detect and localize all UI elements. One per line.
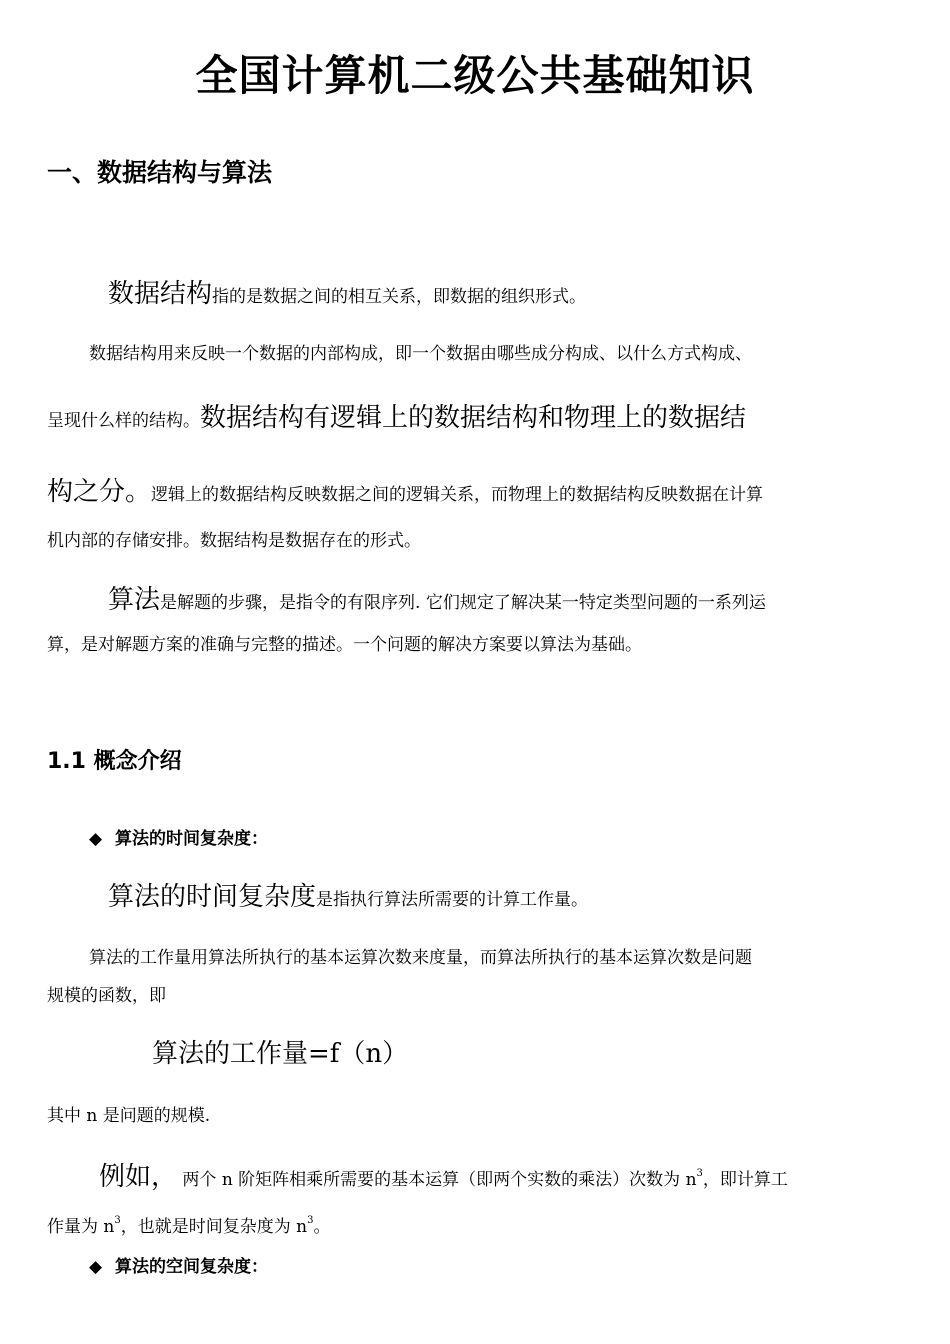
paragraph-text: ，即计算工 bbox=[702, 1170, 788, 1190]
term-data-structure: 数据结构 bbox=[108, 279, 213, 309]
paragraph-line: 机内部的存储安排。数据结构是数据存在的形式。 bbox=[47, 531, 421, 551]
superscript: 3 bbox=[114, 1215, 121, 1226]
paragraph-line: 规模的函数，即 bbox=[47, 986, 166, 1006]
section-heading: 一、数据结构与算法 bbox=[47, 158, 273, 187]
superscript: 3 bbox=[696, 1168, 703, 1179]
term-algorithm: 算法 bbox=[108, 585, 161, 615]
bullet-space-complexity bbox=[89, 1254, 268, 1280]
paragraph-text: 是解题的步骤，是指令的有限序列. 它们规定了解决某一特定类型问题的一系列运 bbox=[160, 593, 766, 613]
bullet-label: 算法的空间复杂度： bbox=[115, 1257, 268, 1277]
subsection-heading: 1.1 概念介绍 bbox=[47, 749, 182, 774]
workload-formula: 算法的工作量=f（n） bbox=[152, 1039, 409, 1069]
example-lead: 例如， bbox=[99, 1162, 178, 1192]
bullet-label: 算法的时间复杂度： bbox=[115, 829, 268, 849]
paragraph-line: 数据结构用来反映一个数据的内部构成，即一个数据由哪些成分构成、以什么方式构成、 bbox=[89, 344, 752, 364]
diamond-bullet-icon: ◆ bbox=[89, 829, 103, 849]
paragraph-line: 其中 n 是问题的规模. bbox=[47, 1106, 211, 1126]
paragraph-emphasis: 构之分。 bbox=[47, 477, 152, 507]
paragraph-line: 算法的工作量用算法所执行的基本运算次数来度量，而算法所执行的基本运算次数是问题 bbox=[89, 948, 752, 968]
paragraph-text: 是指执行算法所需要的计算工作量。 bbox=[316, 890, 589, 910]
diamond-bullet-icon: ◆ bbox=[89, 1257, 103, 1277]
page-title: 全国计算机二级公共基础知识 bbox=[195, 51, 755, 100]
paragraph-text: 呈现什么样的结构。 bbox=[47, 411, 200, 431]
term-time-complexity: 算法的时间复杂度 bbox=[108, 882, 317, 912]
paragraph-text: 。 bbox=[313, 1217, 331, 1237]
paragraph-emphasis: 数据结构有逻辑上的数据结构和物理上的数据结 bbox=[200, 403, 747, 433]
paragraph-text: 指的是数据之间的相互关系，即数据的组织形式。 bbox=[212, 287, 587, 307]
paragraph-text: 两个 n 阶矩阵相乘所需要的基本运算（即两个实数的乘法）次数为 n bbox=[177, 1170, 697, 1190]
paragraph-text: 作量为 n bbox=[47, 1217, 115, 1237]
superscript: 3 bbox=[307, 1215, 314, 1226]
paragraph-text: ，也就是时间复杂度为 n bbox=[120, 1217, 308, 1237]
paragraph-line: 算，是对解题方案的准确与完整的描述。一个问题的解决方案要以算法为基础。 bbox=[47, 635, 642, 655]
paragraph-data-structure-definition bbox=[47, 276, 905, 312]
paragraph-text: 逻辑上的数据结构反映数据之间的逻辑关系，而物理上的数据结构反映数据在计算 bbox=[151, 485, 764, 505]
bullet-time-complexity bbox=[89, 826, 268, 852]
